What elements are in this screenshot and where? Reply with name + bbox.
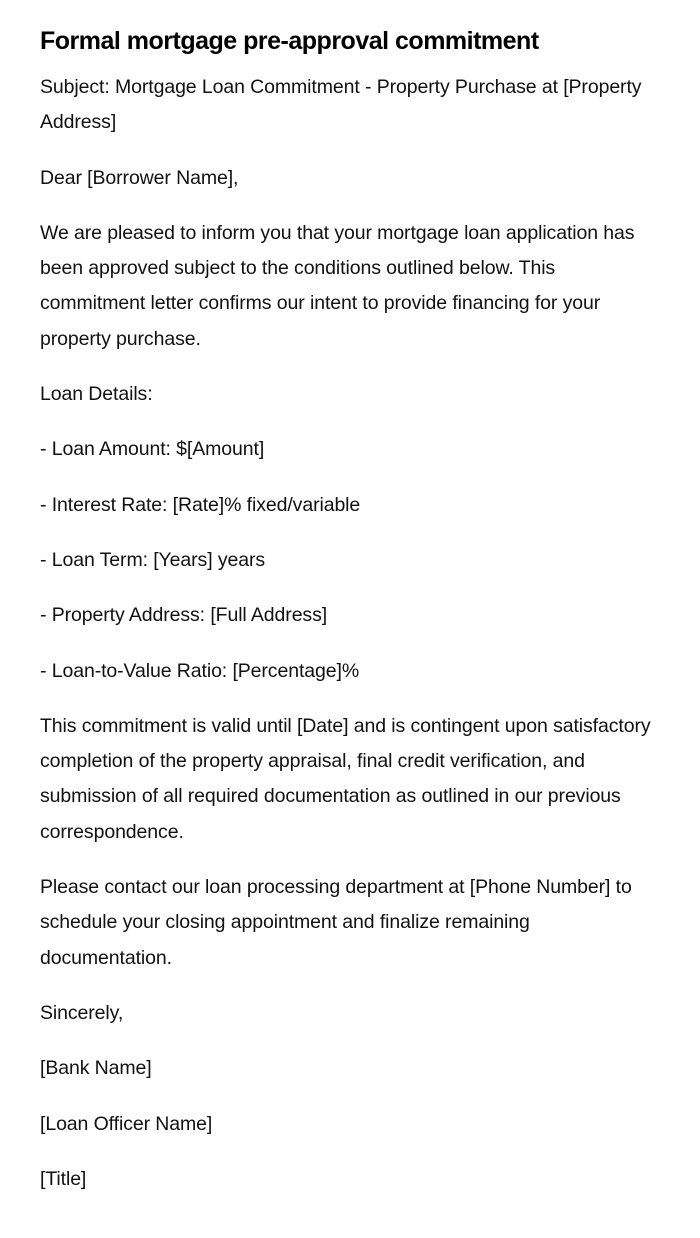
loan-detail-ltv: - Loan-to-Value Ratio: [Percentage]% — [40, 659, 360, 682]
loan-details-heading: Loan Details: — [40, 383, 153, 406]
loan-detail-address: - Property Address: [Full Address] — [40, 604, 328, 627]
intro-paragraph: We are pleased to inform you that your mortgage loan application has been approved subject to the conditions outlined below. This commitment letter confirms our intent to provide financing for your property purchase. — [40, 221, 635, 350]
document-title: Formal mortgage pre-approval commitment — [40, 27, 539, 55]
bank-name: [Bank Name] — [40, 1057, 152, 1080]
loan-officer-name: [Loan Officer Name] — [40, 1112, 213, 1135]
contact-paragraph: Please contact our loan processing department at [Phone Number] to schedule your closing appointment and finalize remaining documentation. — [40, 876, 632, 969]
salutation: Dear [Borrower Name], — [40, 166, 239, 189]
subject-line: Subject: Mortgage Loan Commitment - Property Purchase at [Property Address] — [40, 76, 642, 134]
closing: Sincerely, — [40, 1001, 124, 1024]
officer-title: [Title] — [40, 1167, 87, 1190]
validity-paragraph: This commitment is valid until [Date] and is contingent upon satisfactory completion of the property appraisal, final credit verification, and submission of all required documentation as outlined in our previous correspondence. — [40, 714, 651, 843]
loan-detail-amount: - Loan Amount: $[Amount] — [40, 438, 265, 461]
loan-detail-rate: - Interest Rate: [Rate]% fixed/variable — [40, 493, 361, 516]
loan-detail-term: - Loan Term: [Years] years — [40, 548, 266, 571]
